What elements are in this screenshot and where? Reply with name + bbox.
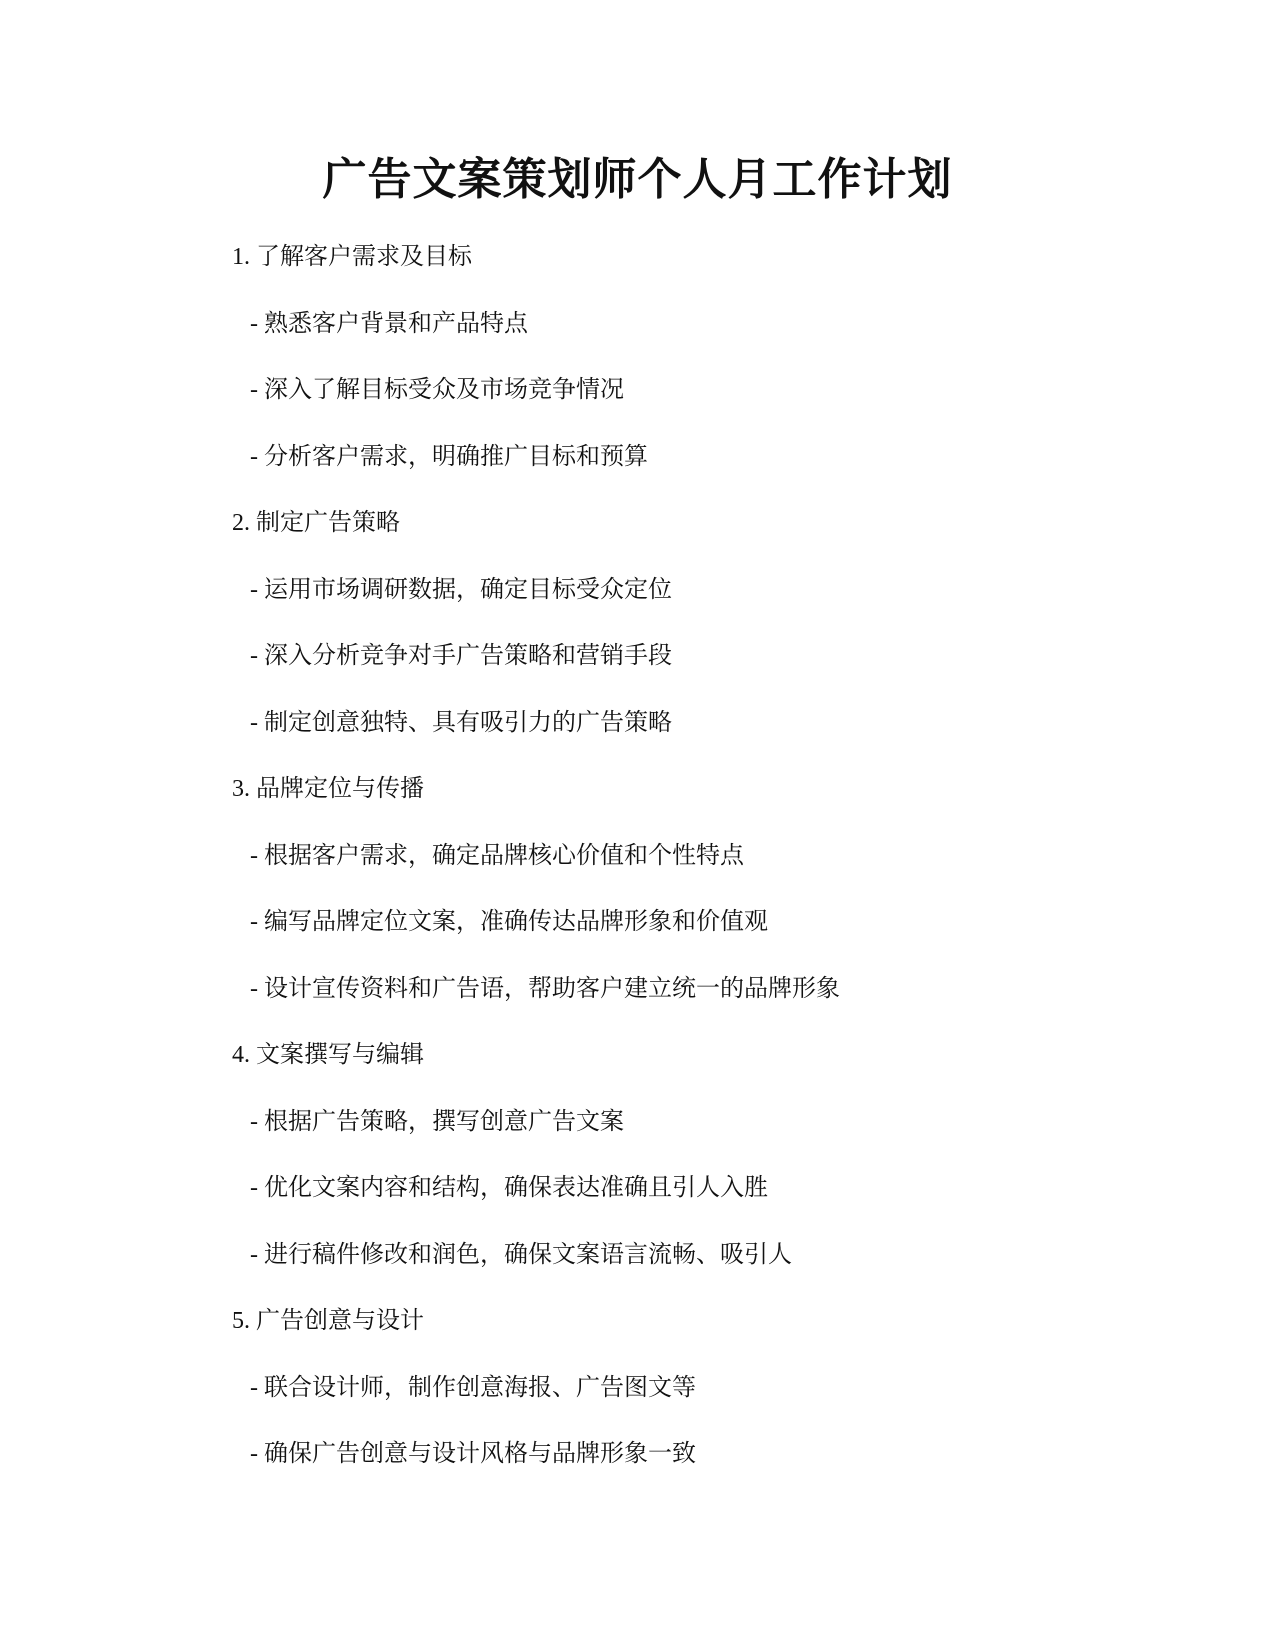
list-item: - 深入分析竞争对手广告策略和营销手段 xyxy=(250,643,672,669)
list-item: - 熟悉客户背景和产品特点 xyxy=(250,310,528,337)
section-heading: 4. 文案撰写与编辑 xyxy=(232,1042,424,1068)
list-item: - 联合设计师，制作创意海报、广告图文等 xyxy=(250,1374,696,1401)
section-heading: 5. 广告创意与设计 xyxy=(232,1308,424,1334)
section-heading: 2. 制定广告策略 xyxy=(232,510,400,536)
section-heading: 3. 品牌定位与传播 xyxy=(232,776,424,802)
list-item: - 深入了解目标受众及市场竞争情况 xyxy=(250,377,624,403)
list-item: - 进行稿件修改和润色，确保文案语言流畅、吸引人 xyxy=(250,1241,792,1268)
list-item: - 设计宣传资料和广告语，帮助客户建立统一的品牌形象 xyxy=(250,975,840,1002)
document-body xyxy=(0,237,1275,1501)
list-item: - 制定创意独特、具有吸引力的广告策略 xyxy=(250,709,672,736)
list-item: - 根据客户需求，确定品牌核心价值和个性特点 xyxy=(250,842,744,869)
document-title: 广告文案策划师个人月工作计划 xyxy=(322,154,953,205)
list-item: - 分析客户需求，明确推广目标和预算 xyxy=(250,443,648,470)
list-item: - 运用市场调研数据，确定目标受众定位 xyxy=(250,576,672,603)
list-item: - 确保广告创意与设计风格与品牌形象一致 xyxy=(250,1441,696,1467)
list-item: - 编写品牌定位文案，准确传达品牌形象和价值观 xyxy=(250,909,768,935)
list-item: - 根据广告策略，撰写创意广告文案 xyxy=(250,1108,624,1135)
list-item: - 优化文案内容和结构，确保表达准确且引人入胜 xyxy=(250,1175,768,1201)
section-heading: 1. 了解客户需求及目标 xyxy=(232,244,472,270)
